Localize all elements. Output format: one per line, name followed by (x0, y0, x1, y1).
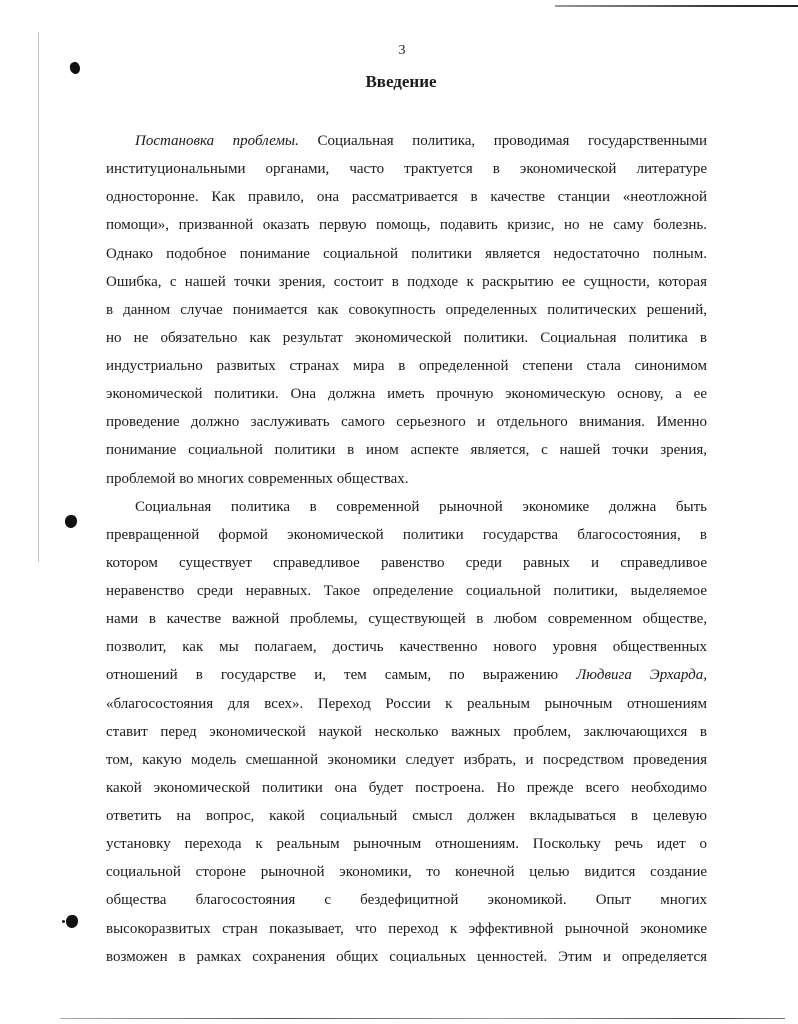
text-line: высокоразвитых стран показывает, что переход к эффективной рыночной экономике (106, 920, 707, 937)
scan-edge-line-left (38, 32, 39, 562)
text-line: экономической политики. Она должна иметь прочную экономическую основу, а ее (106, 386, 707, 403)
text-line: Социальная политика в современной рыночной экономике должна быть (135, 498, 707, 515)
text-line: установку перехода к реальным рыночным отношениям. Поскольку речь идет о (106, 836, 707, 853)
italic-person-name: Людвига Эрхарда, (576, 667, 707, 684)
text-line: превращенной формой экономической политики государства благосостояния, в (106, 526, 707, 543)
text-line: индустриально развитых странах мира в определенной степени стала синонимом (106, 358, 707, 374)
text-line: проведение должно заслуживать самого серьезного и отдельного внимания. Именно (106, 414, 707, 431)
text-line: помощи», призванной оказать первую помощь, подавить кризис, но не саму болезнь. (106, 217, 707, 234)
scan-edge-line-top (555, 5, 798, 7)
text-line (106, 127, 707, 155)
text-line: какой экономической политики она будет построена. Но прежде всего необходимо (106, 779, 707, 796)
page-title: Введение (365, 72, 437, 91)
text-line: ответить на вопрос, какой социальный смысл должен вкладываться в целевую (106, 808, 707, 824)
text-line: возможен в рамках сохранения общих социальных ценностей. Этим и определяется (106, 948, 707, 965)
text-line: односторонне. Как правило, она рассматривается в качестве станции «неотложной (106, 189, 707, 206)
text-line: том, какую модель смешанной экономики следует избрать, и посредством проведения (106, 751, 707, 768)
punch-hole-mark (66, 915, 78, 928)
text-line-content: Социальная политика, проводимая государственными (317, 133, 707, 149)
text-line: неравенство среди неравных. Такое определение социальной политики, выделяемое (106, 583, 707, 599)
scan-speck (62, 920, 65, 923)
text-line: общества благосостояния с бездефицитной экономикой. Опыт многих (106, 892, 707, 909)
scan-edge-line-bottom (60, 1018, 785, 1019)
text-line-content: отношений в государстве и, тем самым, по выражению (106, 667, 559, 684)
text-line: понимание социальной политики в ином аспекте является, с нашей точки зрения, (106, 442, 707, 459)
punch-hole-mark (65, 515, 77, 528)
text-line: институциональными органами, часто трактуется в экономической литературе (106, 161, 707, 178)
text-line (106, 661, 707, 689)
text-line: в данном случае понимается как совокупность определенных политических решений, (106, 301, 707, 318)
body-text (106, 127, 707, 971)
text-line: но не обязательно как результат экономической политики. Социальная политика в (106, 329, 707, 346)
text-line: нами в качестве важной проблемы, существующей в любом современном обществе, (106, 611, 707, 628)
lead-italic-phrase: Постановка проблемы. (135, 133, 299, 149)
text-line: проблемой во многих современных обществах. (106, 470, 409, 487)
text-line: социальной стороне рыночной экономики, то конечной целью видится создание (106, 864, 707, 881)
text-line: позволит, как мы полагаем, достичь качественно нового уровня общественных (106, 639, 707, 656)
text-line: «благосостояния для всех». Переход России к реальным рыночным отношениям (106, 695, 707, 712)
text-line: Ошибка, с нашей точки зрения, состоит в подходе к раскрытию ее сущности, которая (106, 273, 707, 290)
text-line: котором существует справедливое равенство среди равных и справедливое (106, 554, 707, 571)
text-line: ставит перед экономической наукой несколько важных проблем, заключающихся в (106, 723, 707, 740)
page-number: 3 (398, 43, 406, 58)
text-line: Однако подобное понимание социальной политики является недостаточно полным. (106, 245, 707, 262)
